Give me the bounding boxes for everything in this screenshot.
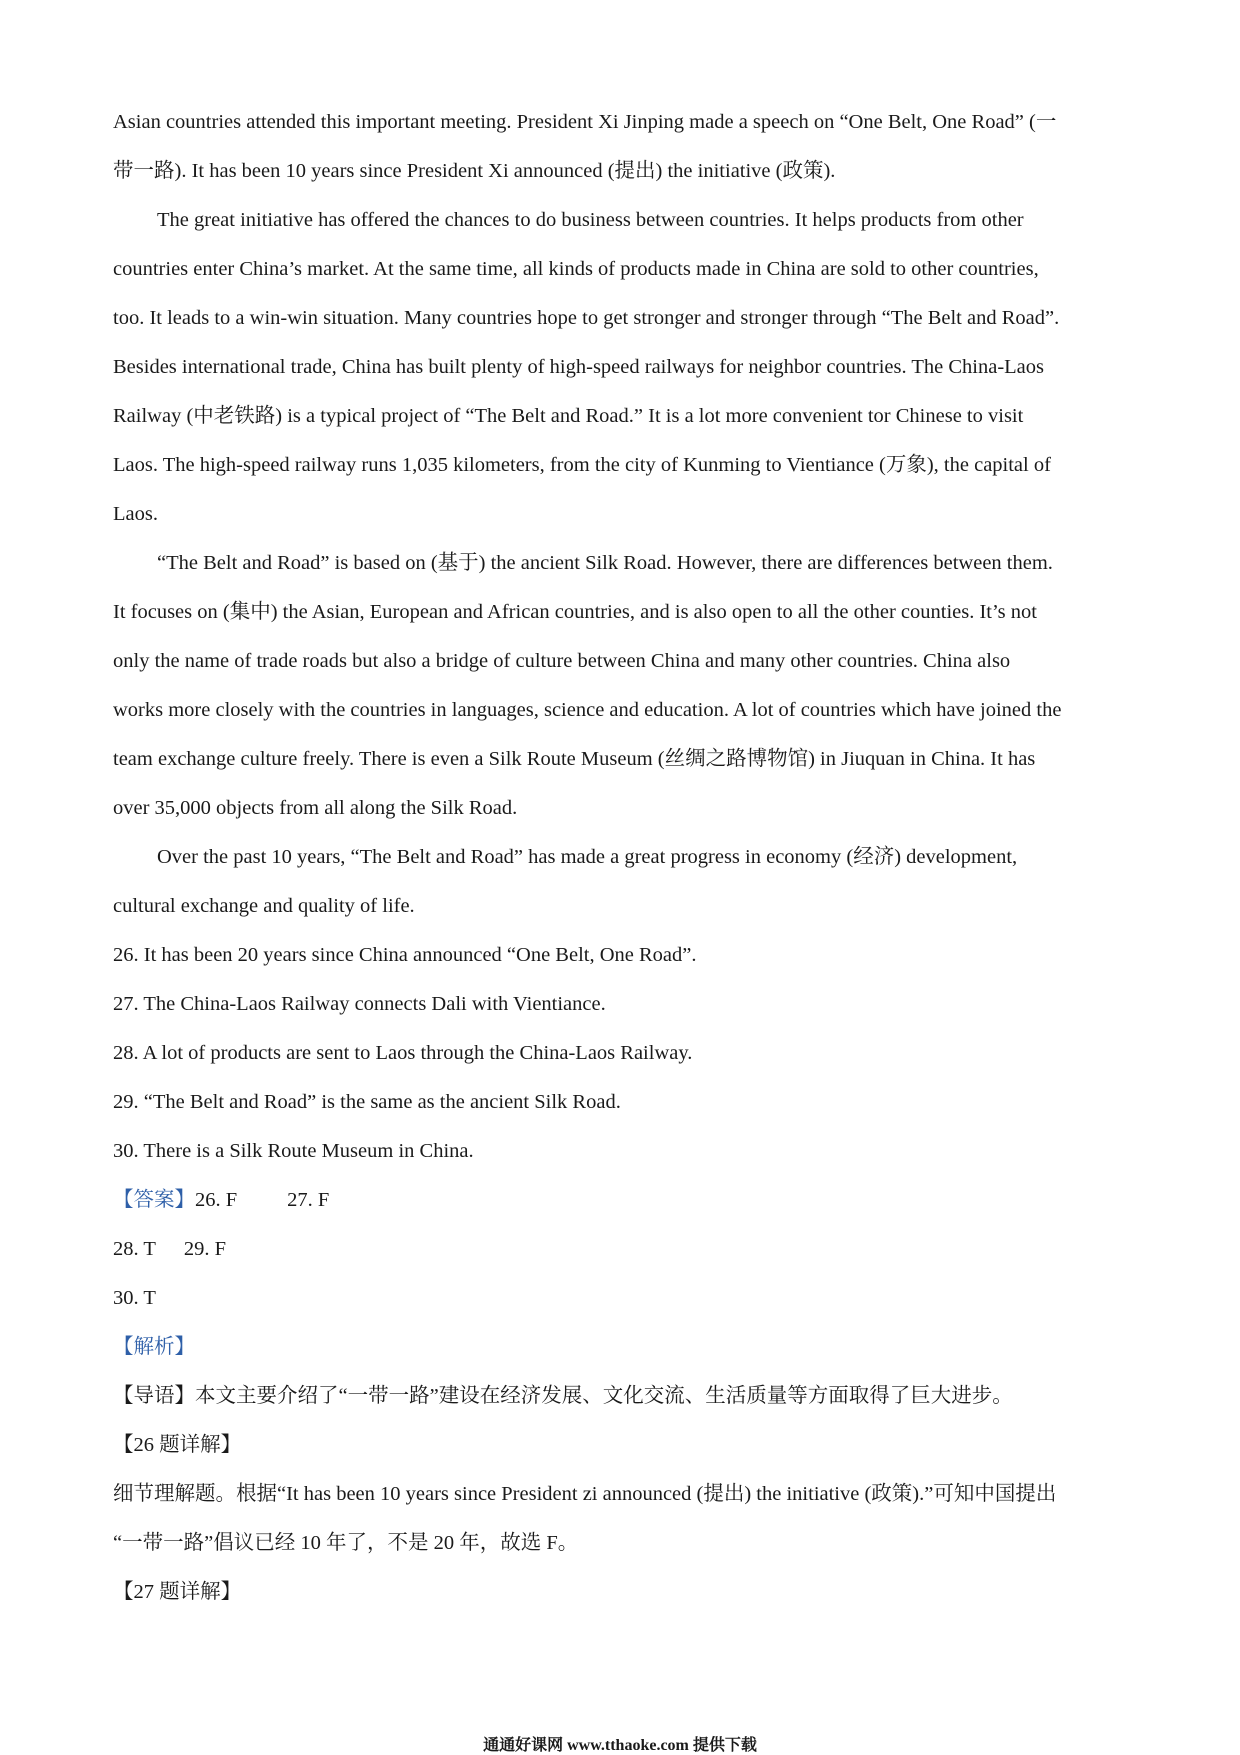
answer-28: 28. T — [113, 1238, 156, 1260]
q26-detail-text: 细节理解题。根据“It has been 10 years since President zi announced (提出) the initiative (政策).”可知中国提出 — [113, 1483, 1057, 1505]
passage-line: Railway (中老铁路) is a typical project of “The Belt and Road.” It is a lot more convenient tor Chinese to visit — [113, 405, 1024, 427]
passage-line: countries enter China’s market. At the same time, all kinds of products made in China are sold to other countries, — [113, 258, 1039, 280]
answer-30: 30. T — [113, 1287, 156, 1309]
passage-line: It focuses on (集中) the Asian, European and African countries, and is also open to all the other counties. It’s not — [113, 601, 1037, 623]
passage-line: cultural exchange and quality of life. — [113, 895, 415, 917]
page-footer: 通通好课网 www.tthaoke.com 提供下载 — [483, 1737, 757, 1754]
question-26: 26. It has been 20 years since China announced “One Belt, One Road”. — [113, 944, 697, 966]
passage-line: Over the past 10 years, “The Belt and Road” has made a great progress in economy (经济) development, — [157, 846, 1018, 868]
guide-text: 【导语】本文主要介绍了“一带一路”建设在经济发展、文化交流、生活质量等方面取得了巨大进步。 — [113, 1385, 1013, 1407]
question-30: 30. There is a Silk Route Museum in China. — [113, 1140, 474, 1162]
question-29: 29. “The Belt and Road” is the same as the ancient Silk Road. — [113, 1091, 621, 1113]
answer-26: 26. F — [195, 1189, 238, 1211]
q26-detail-text: “一带一路”倡议已经 10 年了，不是 20 年，故选 F。 — [113, 1532, 579, 1554]
passage-line: Asian countries attended this important meeting. President Xi Jinping made a speech on “One Belt, One Road” (一 — [113, 111, 1057, 133]
answer-row — [113, 1225, 1133, 1274]
answer-27: 27. F — [287, 1189, 330, 1211]
q26-detail-label: 【26 题详解】 — [113, 1434, 242, 1456]
passage-line: only the name of trade roads but also a bridge of culture between China and many other countries. China also — [113, 650, 1011, 672]
passage-line: too. It leads to a win-win situation. Many countries hope to get stronger and stronger through “The Belt and Road”. — [113, 307, 1060, 329]
passage-line: The great initiative has offered the chances to do business between countries. It helps products from other — [157, 209, 1024, 231]
passage-line: over 35,000 objects from all along the Silk Road. — [113, 797, 518, 819]
passage-line: Besides international trade, China has built plenty of high-speed railways for neighbor countries. The China-Laos — [113, 356, 1044, 378]
passage-line: Laos. The high-speed railway runs 1,035 kilometers, from the city of Kunming to Vientiance (万象), the capital of — [113, 454, 1051, 476]
answer-row — [113, 1176, 1133, 1225]
passage-line: 带一路). It has been 10 years since President Xi announced (提出) the initiative (政策). — [113, 160, 836, 182]
answer-row — [113, 1274, 1133, 1323]
analysis-label: 【解析】 — [113, 1336, 195, 1358]
question-28: 28. A lot of products are sent to Laos through the China-Laos Railway. — [113, 1042, 693, 1064]
passage-line: team exchange culture freely. There is even a Silk Route Museum (丝绸之路博物馆) in Jiuquan in China. It has — [113, 748, 1036, 770]
question-27: 27. The China-Laos Railway connects Dali with Vientiance. — [113, 993, 606, 1015]
document-page — [113, 98, 1133, 1617]
answer-label: 【答案】 — [113, 1189, 195, 1211]
answer-29: 29. F — [183, 1238, 227, 1260]
q27-detail-label: 【27 题详解】 — [113, 1581, 242, 1603]
passage-line: Laos. — [113, 503, 158, 525]
passage-line: “The Belt and Road” is based on (基于) the ancient Silk Road. However, there are differences between them. — [157, 552, 1053, 574]
passage-line: works more closely with the countries in languages, science and education. A lot of countries which have joined the — [113, 699, 1062, 721]
